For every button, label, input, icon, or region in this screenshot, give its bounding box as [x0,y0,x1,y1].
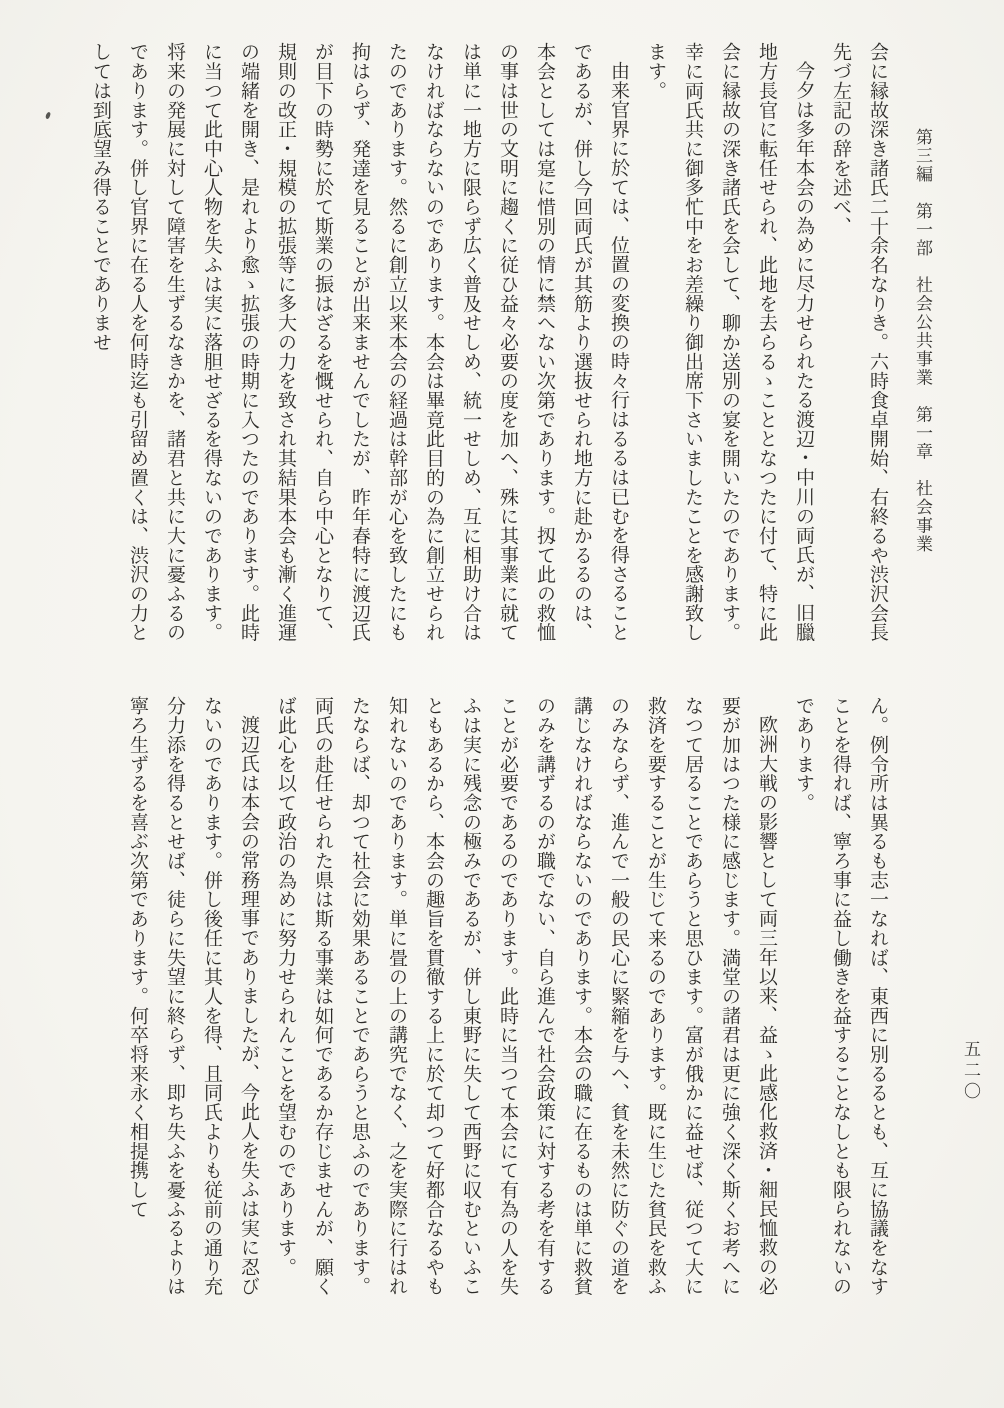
paragraph: 渡辺氏は本会の常務理事でありましたが、今此人を失ふは実に忍びないのであります。併し後任に其人を得、且同氏よりも従前の通り充分力添を得るとせば、徒らに失望に終らず、即ち失ふを憂ふるよりは寧ろ生ずるを喜ぶ次第であります。何卒将来永く相提携して [127,696,260,1296]
paragraph: 今夕は多年本会の為めに尽力せられたる渡辺・中川の両氏が、旧臘地方長官に転任せられ、此地を去らるゝこととなつたに付て、特に此会に縁故の深き諸氏を会して、聊か送別の宴を開いたのであります。幸に両氏共に御多忙中をお差繰り御出席下さいましたことを感謝致します。 [645,42,815,642]
paragraph-continuation: 会に縁故深き諸氏二十余名なりき。六時食卓開始、右終るや渋沢会長先づ左記の辞を述べ、 [830,42,889,642]
text-block-upper [72,42,896,646]
text-block-lower [72,696,896,1300]
paragraph: 欧洲大戦の影響として両三年以来、益ゝ此感化救済・細民恤救の必要が加はつた様に感じます。満堂の諸君は更に強く深く斯くお考へになつて居ることであらうと思ひます。富が俄かに益せば、従つて大に救済を要することが生じて来るのであります。既に生じた貧民を救ふのみならず、進んで一般の民心に緊縮を与へ、貧を未然に防ぐの道を講じなければならないのであります。本会の職に在るものは単に救貧のみを講ずるのが職でない、自ら進んで社会政策に対する考を有することが必要であるのであります。此時に当つて本会にて有為の人を失ふは実に残念の極みであるが、併し東野に失して西野に収むといふこともあるから、本会の趣旨を貫徹する上に於て却つて好都合なるやも知れないのであります。単に畳の上の講究でなく、之を実際に行はれたならば、却つて社会に効果あることであらうと思ふのであります。両氏の赴任せられた県は斯る事業は如何であるか存じませんが、願くば此心を以て政治の為めに努力せられんことを望むのであります。 [275,696,778,1296]
ink-speck [45,112,51,120]
running-head: 第三編 第一部 社会公共事業 第一章 社会事業 [912,128,932,554]
paragraph-continuation: ん。例令所は異るも志一なれば、東西に別るるとも、互に協議をなすことを得れば、寧ろ事に益し働きを益することなしとも限られないのであります。 [793,696,889,1296]
page-number: 五二〇 [960,1040,980,1103]
paragraph: 由来官界に於ては、位置の変換の時々行はるるは已むを得さることであるが、併し今回両氏が其筋より選抜せられ地方に赴かるるのは、本会としては寔に惜別の情に禁へない次第であります。扨て此の救恤の事は世の文明に趨くに従ひ益々必要の度を加へ、殊に其事業に就ては単に一地方に限らず広く普及せしめ、統一せしめ、互に相助け合はなければならないのであります。本会は畢竟此目的の為に創立せられたのであります。然るに創立以来本会の経過は幹部が心を致したにも拘はらず、発達を見ることが出来ませんでしたが、昨年春特に渡辺氏が目下の時勢に於て斯業の振はざるを慨せられ、自ら中心となりて、規則の改正・規模の拡張等に多大の力を致され其結果本会も漸く進運の端緒を開き、是れより愈ゝ拡張の時期に入つたのであります。此時に当つて此中心人物を失ふは実に落胆せざるを得ないのであります。将来の発展に対して障害を生ずるなきかを、諸君と共に大に憂ふるのであります。併し官界に在る人を何時迄も引留め置くは、渋沢の力としては到底望み得ることでありませ [90,42,630,642]
